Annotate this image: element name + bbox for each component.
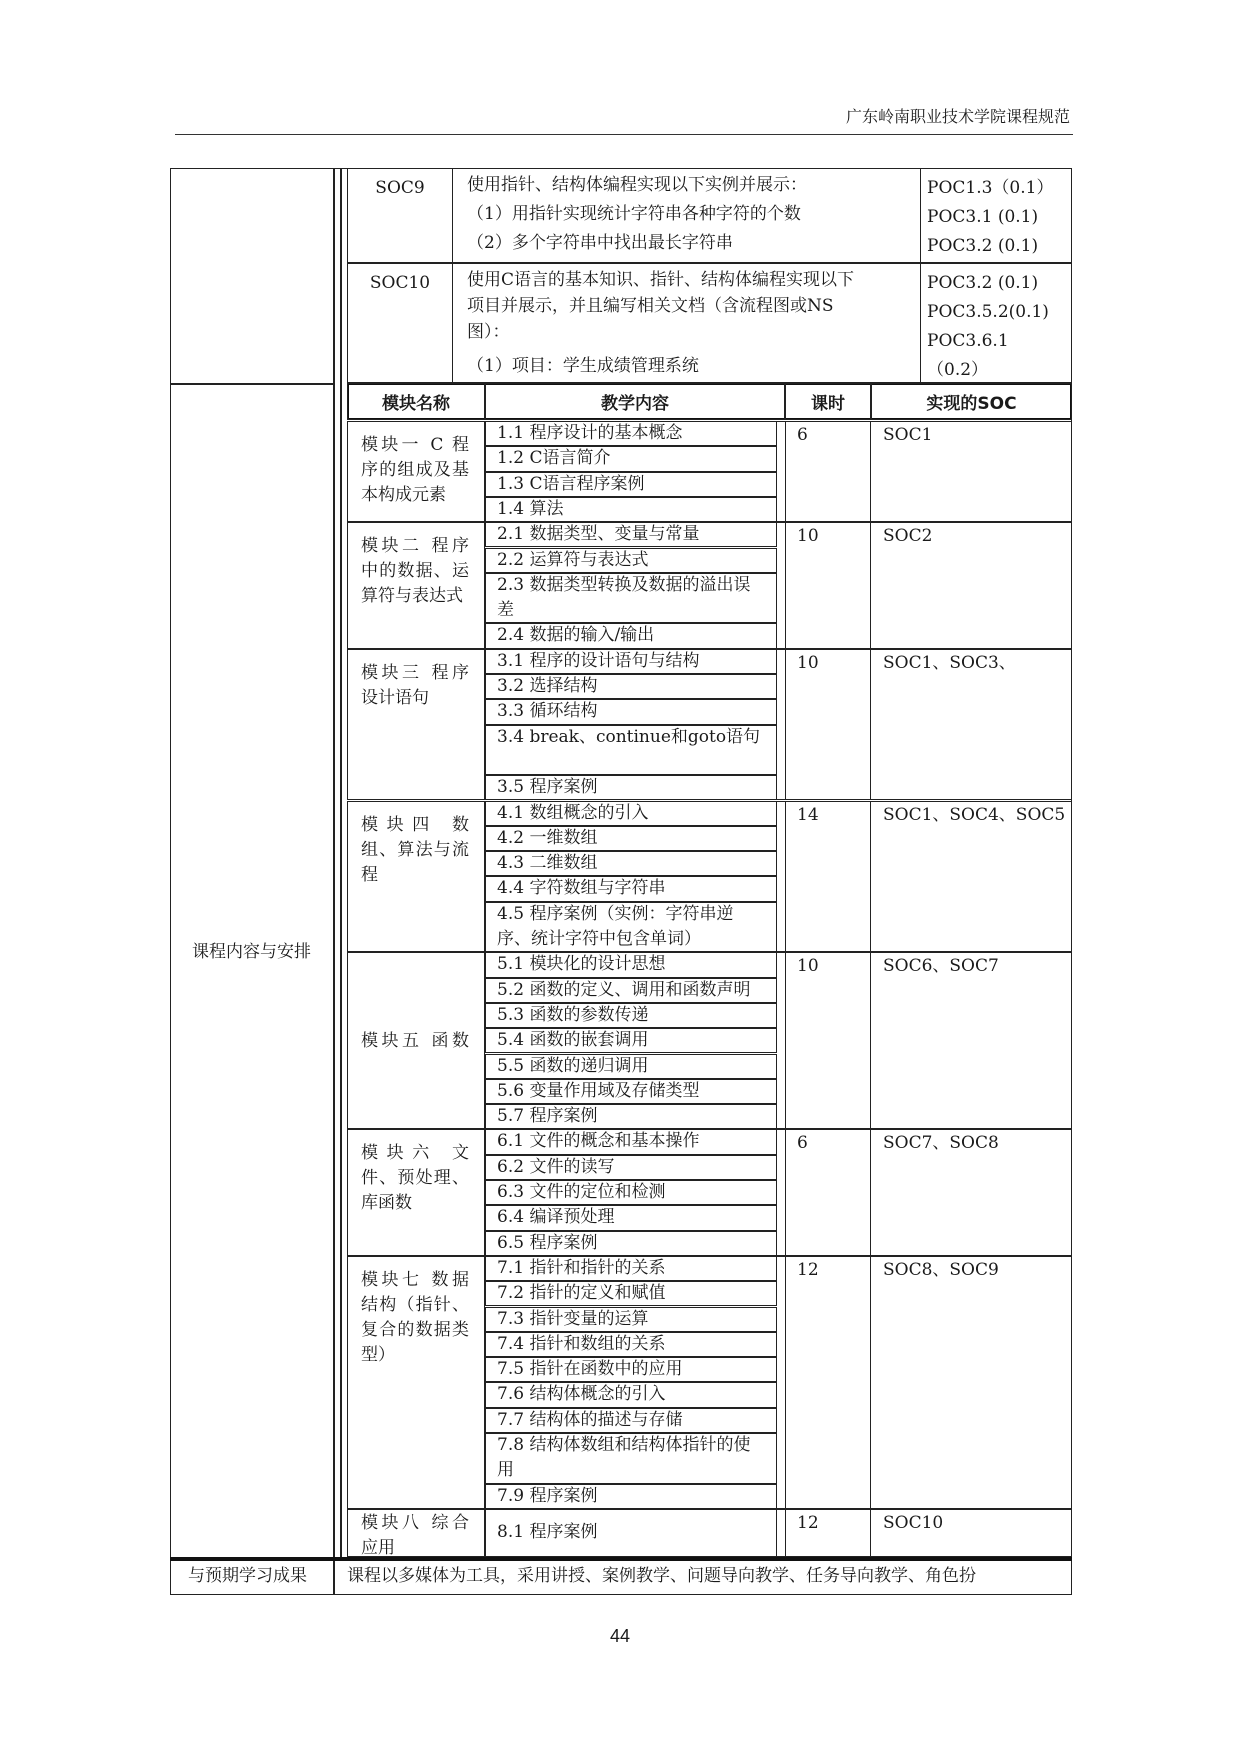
topic-text: 5.1 模块化的设计思想 xyxy=(497,954,666,975)
topic-text: 2.1 数据类型、变量与常量 xyxy=(497,524,700,545)
module-soc: SOC7、SOC8 xyxy=(883,1133,999,1154)
soc-content-line: （1）项目：学生成绩管理系统 xyxy=(467,356,699,376)
topic-text: 1.2 C语言简介 xyxy=(497,448,611,469)
module-name-line: 组、算法与流 xyxy=(361,839,469,860)
module-soc: SOC6、SOC7 xyxy=(883,956,999,977)
soc-poc: POC3.5.2(0.1) xyxy=(927,302,1049,322)
topic-text: 6.4 编译预处理 xyxy=(497,1207,615,1228)
topic-text: 5.2 函数的定义、调用和函数声明 xyxy=(497,979,751,1000)
section-divider xyxy=(170,383,333,385)
soc-content-line: 使用C语言的基本知识、指针、结构体编程实现以下 xyxy=(467,270,855,290)
topic-text: 1.1 程序设计的基本概念 xyxy=(497,423,683,443)
module-name-line: 应用 xyxy=(361,1537,395,1558)
topic-text: 3.1 程序的设计语句与结构 xyxy=(497,650,700,671)
module-hours-cell xyxy=(785,1256,871,1509)
topic-text: 7.8 结构体数组和结构体指针的使用 xyxy=(497,1435,751,1480)
module-name-line: 模块六 文 xyxy=(361,1143,469,1164)
soc-poc: （0.2） xyxy=(927,360,989,380)
header-content: 教学内容 xyxy=(485,383,785,420)
topic-text: 2.2 运算符与表达式 xyxy=(497,549,649,570)
soc-poc: POC3.6.1 xyxy=(927,331,1009,351)
topic-text: 5.4 函数的嵌套调用 xyxy=(497,1030,649,1051)
module-name-line: 结构（指针、 xyxy=(361,1294,469,1315)
module-name-line: 复合的数据类 xyxy=(361,1319,469,1340)
topic-text: 5.7 程序案例 xyxy=(497,1106,598,1127)
topic-text: 6.3 文件的定位和检测 xyxy=(497,1182,666,1202)
soc-poc: POC3.2 (0.1) xyxy=(927,236,1039,256)
module-hours: 14 xyxy=(797,804,819,825)
bottom-row-divider xyxy=(170,1557,1072,1561)
soc-code: SOC9 xyxy=(375,178,425,198)
module-hours: 10 xyxy=(797,652,819,673)
bottom-label: 与预期学习成果 xyxy=(188,1566,307,1586)
double-rule xyxy=(340,168,342,1557)
topic-text: 4.5 程序案例（实例：字符串逆序、统计字符中包含单词） xyxy=(497,903,734,949)
topic-text: 4.4 字符数组与字符串 xyxy=(497,878,666,899)
topic-text: 6.2 文件的读写 xyxy=(497,1156,615,1177)
topic-text: 7.9 程序案例 xyxy=(497,1485,598,1506)
module-soc: SOC1 xyxy=(883,425,933,445)
topic-text: 2.3 数据类型转换及数据的溢出误差 xyxy=(497,574,751,620)
topic-text: 7.1 指针和指针的关系 xyxy=(497,1257,666,1278)
module-hours: 6 xyxy=(797,1133,808,1154)
topic-text: 7.5 指针在函数中的应用 xyxy=(497,1359,683,1380)
topic-text: 1.4 算法 xyxy=(497,498,564,519)
module-soc: SOC2 xyxy=(883,526,933,547)
header-soc: 实现的SOC xyxy=(871,383,1072,420)
module-soc: SOC10 xyxy=(883,1512,944,1533)
module-name-line: 中的数据、运 xyxy=(361,561,469,582)
topic-text: 3.2 选择结构 xyxy=(497,676,598,696)
topic-text: 1.3 C语言程序案例 xyxy=(497,473,645,494)
module-name-line: 程 xyxy=(361,864,378,885)
soc-content-line: 项目并展示，并且编写相关文档（含流程图或NS xyxy=(467,296,834,316)
bottom-text: 课程以多媒体为工具，采用讲授、案例教学、问题导向教学、任务导向教学、角色扮 xyxy=(347,1566,976,1586)
module-name-line: 模块三 程序 xyxy=(361,662,469,683)
page-header: 广东岭南职业技术学院课程规范 xyxy=(845,107,1070,126)
soc-content-line: （2）多个字符串中找出最长字符串 xyxy=(467,233,733,253)
topic-text: 7.4 指针和数组的关系 xyxy=(497,1333,666,1354)
header-module: 模块名称 xyxy=(347,383,485,420)
topic-text: 3.3 循环结构 xyxy=(497,701,598,722)
topic-text: 7.3 指针变量的运算 xyxy=(497,1308,649,1329)
soc-poc: POC3.1 (0.1) xyxy=(927,207,1039,227)
topic-text: 5.5 函数的递归调用 xyxy=(497,1055,649,1076)
module-name-line: 模块一 C 程 xyxy=(361,435,469,455)
module-name-line: 算符与表达式 xyxy=(361,586,463,607)
module-name-line: 库函数 xyxy=(361,1193,412,1214)
topic-text: 7.6 结构体概念的引入 xyxy=(497,1384,666,1405)
soc-poc: POC3.2 (0.1) xyxy=(927,273,1039,293)
soc-code: SOC10 xyxy=(369,273,431,293)
module-soc: SOC1、SOC4、SOC5 xyxy=(883,804,1066,825)
section-label: 课程内容与安排 xyxy=(192,942,311,962)
module-name-line: 设计语句 xyxy=(361,687,429,708)
soc-content-line: （1）用指针实现统计字符串各种字符的个数 xyxy=(467,204,801,224)
module-hours: 10 xyxy=(797,526,819,547)
module-name-line: 模块二 程序 xyxy=(361,536,469,557)
topic-text: 8.1 程序案例 xyxy=(497,1521,598,1542)
topic-text: 7.7 结构体的描述与存储 xyxy=(497,1409,683,1430)
topic-text: 4.2 一维数组 xyxy=(497,827,598,848)
left-col-divider xyxy=(333,168,335,1595)
topic-text: 2.4 数据的输入/输出 xyxy=(497,625,655,646)
module-soc: SOC1、SOC3、 xyxy=(883,652,1016,673)
module-name-line: 序的组成及基 xyxy=(361,460,469,480)
topic-text: 6.1 文件的概念和基本操作 xyxy=(497,1131,700,1152)
module-name-line: 模块五 函数 xyxy=(361,1030,469,1051)
topic-text: 5.3 函数的参数传递 xyxy=(497,1004,649,1025)
header-hours: 课时 xyxy=(785,383,871,420)
topic-text: 5.6 变量作用域及存储类型 xyxy=(497,1080,700,1101)
module-hours: 12 xyxy=(797,1259,819,1280)
soc-content-line: 使用指针、结构体编程实现以下实例并展示： xyxy=(467,175,807,195)
module-hours: 6 xyxy=(797,425,808,445)
topic-text: 4.3 二维数组 xyxy=(497,853,598,874)
module-name-line: 型） xyxy=(361,1344,395,1365)
module-hours: 10 xyxy=(797,956,819,977)
module-name-line: 模块七 数据 xyxy=(361,1269,469,1290)
module-hours: 12 xyxy=(797,1512,819,1533)
topic-text: 3.5 程序案例 xyxy=(497,777,598,798)
module-name-line: 模块四 数 xyxy=(361,814,469,835)
topic-text: 6.5 程序案例 xyxy=(497,1232,598,1253)
soc-poc: POC1.3（0.1） xyxy=(927,178,1054,198)
page-number: 44 xyxy=(609,1626,631,1646)
module-name-line: 件、预处理、 xyxy=(361,1168,469,1189)
topic-text: 7.2 指针的定义和赋值 xyxy=(497,1283,666,1304)
module-name-line: 模块八 综合 xyxy=(361,1512,469,1533)
module-name-line: 本构成元素 xyxy=(361,485,446,505)
soc-content-line: 图）： xyxy=(467,322,510,342)
module-soc: SOC8、SOC9 xyxy=(883,1259,999,1280)
topic-text: 3.4 break、continue和goto语句 xyxy=(497,726,761,747)
header-rule xyxy=(175,134,1073,135)
topic-text: 4.1 数组概念的引入 xyxy=(497,802,649,823)
